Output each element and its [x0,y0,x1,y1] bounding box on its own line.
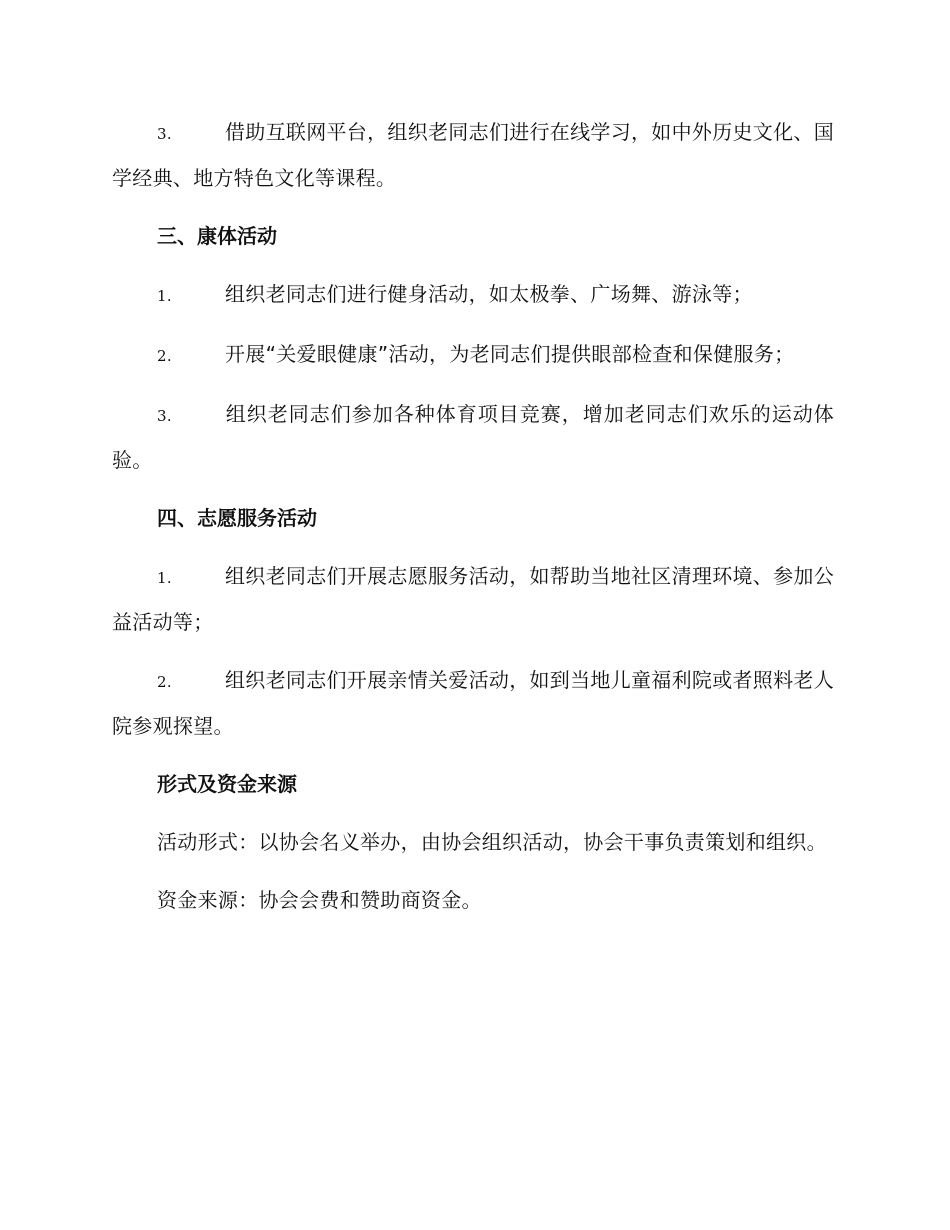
list-number: 3. [157,125,172,143]
list-number: 1. [157,569,172,587]
document-body [112,110,834,936]
section-heading: 形式及资金来源 [157,772,297,796]
list-text: 开展“关爱眼健康”活动，为老同志们提供眼部检查和保健服务； [225,342,795,366]
list-item [112,272,834,318]
list-number: 2. [157,673,172,691]
list-item [112,392,834,482]
list-item [112,332,834,378]
list-item [112,658,834,748]
list-item [112,554,834,644]
section-heading: 三、康体活动 [157,224,277,248]
list-text: 组织老同志们进行健身活动，如太极拳、广场舞、游泳等； [225,282,753,306]
list-text: 组织老同志们参加各种体育项目竞赛，增加老同志们欢乐的运动体验。 [112,402,834,472]
list-number: 1. [157,287,172,305]
list-text: 借助互联网平台，组织老同志们进行在线学习，如中外历史文化、国学经典、地方特色文化等课程。 [112,120,834,190]
list-item [112,110,834,200]
paragraph-activity-form: 活动形式：以协会名义举办，由协会组织活动，协会干事负责策划和组织。 [157,830,827,854]
list-number: 2. [157,347,172,365]
section-heading: 四、志愿服务活动 [157,506,317,530]
paragraph-funding-source: 资金来源：协会会费和赞助商资金。 [157,888,482,912]
list-number: 3. [157,407,172,425]
list-text: 组织老同志们开展志愿服务活动，如帮助当地社区清理环境、参加公益活动等； [112,564,834,634]
list-text: 组织老同志们开展亲情关爱活动，如到当地儿童福利院或者照料老人院参观探望。 [112,668,834,738]
